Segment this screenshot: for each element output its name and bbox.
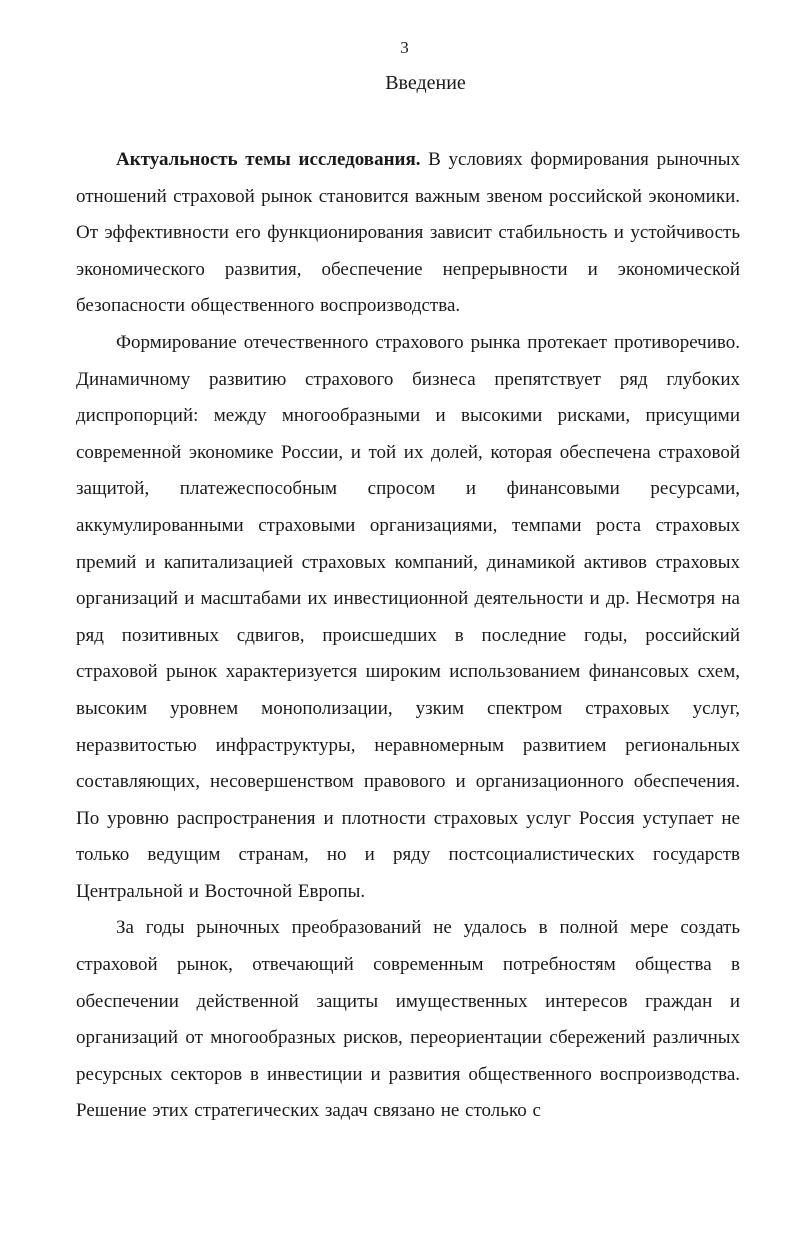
paragraph-text: В условиях формирования рыночных отношений страховой рынок становится важным звеном российской экономики. От эффективности его функционирования зависит стабильность и устойчивость экономического развития, обеспечение непрерывности и экономической безопасности общественного воспроизводства.: [76, 149, 741, 317]
page-number: 3: [400, 38, 409, 57]
paragraph-lead: Актуальность темы исследования.: [116, 149, 421, 170]
paragraph-text: За годы рыночных преобразований не удалось в полной мере создать страховой рынок, отвечающий современным потребностям общества в обеспечении действенной защиты имущественных интересов граждан и организаций от многообразных рисков, переориентации сбережений различных ресурсных секторов в инвестиции и развития общественного воспроизводства. Решение этих стратегических задач связано не столько с: [76, 917, 740, 1122]
paragraph-text: Формирование отечественного страхового рынка протекает противоречиво. Динамичному развитию страхового бизнеса препятствует ряд глубоких диспропорций: между многообразными и высокими рисками, присущими современной экономике России, и той их долей, которая обеспечена страховой защитой, платежеспособным спросом и финансовыми ресурсами, аккумулированными страховыми организациями, темпами роста страховых премий и капитализацией страховых компаний, динамикой активов страховых организаций и масштабами их инвестиционной деятельности и др. Несмотря на ряд позитивных сдвигов, происшедших в последние годы, российский страховой рынок характеризуется широким использованием финансовых схем, высоким уровнем монополизации, узким спектром страховых услуг, неразвитостью инфраструктуры, неравномерным развитием региональных составляющих, несовершенством правового и организационного обеспечения. По уровню распространения и плотности страховых услуг Россия уступает не только ведущим странам, но и ряду постсоциалистических государств Центральной и Восточной Европы.: [76, 331, 740, 902]
body-text: [76, 142, 740, 1130]
paragraph-relevance: [76, 142, 740, 325]
section-heading: Введение: [385, 72, 466, 94]
paragraph-transformations: [76, 910, 740, 1130]
paragraph-formation: [76, 325, 740, 911]
